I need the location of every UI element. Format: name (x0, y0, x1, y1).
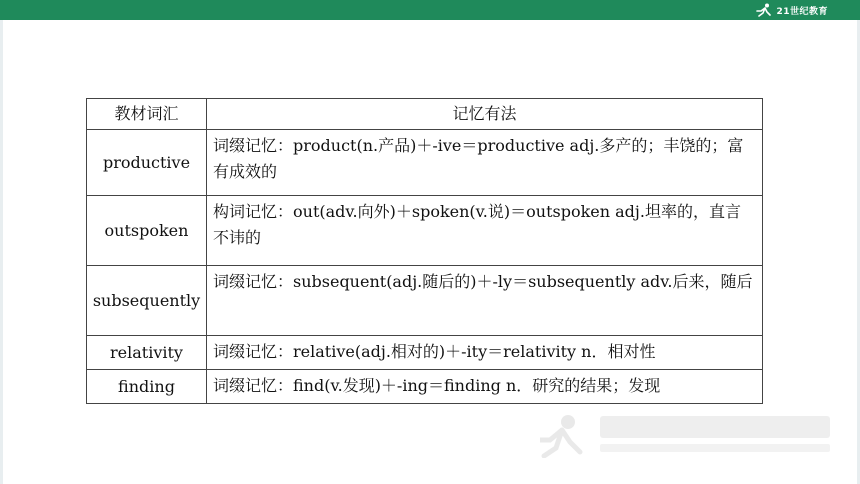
header-bar (0, 0, 860, 20)
memory-note-cell (207, 266, 763, 336)
watermark-logo (540, 408, 840, 458)
header-word: 教材词汇 (87, 99, 207, 130)
memory-note-cell (207, 336, 763, 370)
left-border (0, 20, 3, 484)
runner-icon (756, 3, 772, 17)
memory-note-cell (207, 196, 763, 266)
word-cell: relativity (87, 336, 207, 370)
table-header-row (87, 99, 763, 130)
table-row (87, 130, 763, 196)
word-cell: subsequently (87, 266, 207, 336)
table-row (87, 336, 763, 370)
vocabulary-table (86, 98, 763, 404)
brand-logo-text: 21世纪教育 (776, 6, 828, 17)
memory-note: 词缀记忆：product(n.产品)＋-ive＝productive adj.多产的；丰饶的；富有成效的 (213, 136, 744, 181)
memory-note: 词缀记忆：relative(adj.相对的)＋-ity＝relativity n．相对性 (213, 342, 656, 361)
memory-note-cell (207, 130, 763, 196)
word-cell: productive (87, 130, 207, 196)
word-cell: finding (87, 370, 207, 404)
brand-logo (756, 2, 828, 18)
memory-note: 词缀记忆：find(v.发现)＋-ing＝finding n．研究的结果；发现 (213, 376, 661, 395)
table-row (87, 266, 763, 336)
memory-note: 词缀记忆：subsequent(adj.随后的)＋-ly＝subsequently adv.后来，随后 (213, 272, 753, 291)
word-cell: outspoken (87, 196, 207, 266)
memory-note: 构词记忆：out(adv.向外)＋spoken(v.说)＝outspoken adj.坦率的，直言不讳的 (213, 202, 741, 247)
header-memory-method: 记忆有法 (207, 99, 763, 130)
table-row (87, 370, 763, 404)
table-row (87, 196, 763, 266)
memory-note-cell (207, 370, 763, 404)
